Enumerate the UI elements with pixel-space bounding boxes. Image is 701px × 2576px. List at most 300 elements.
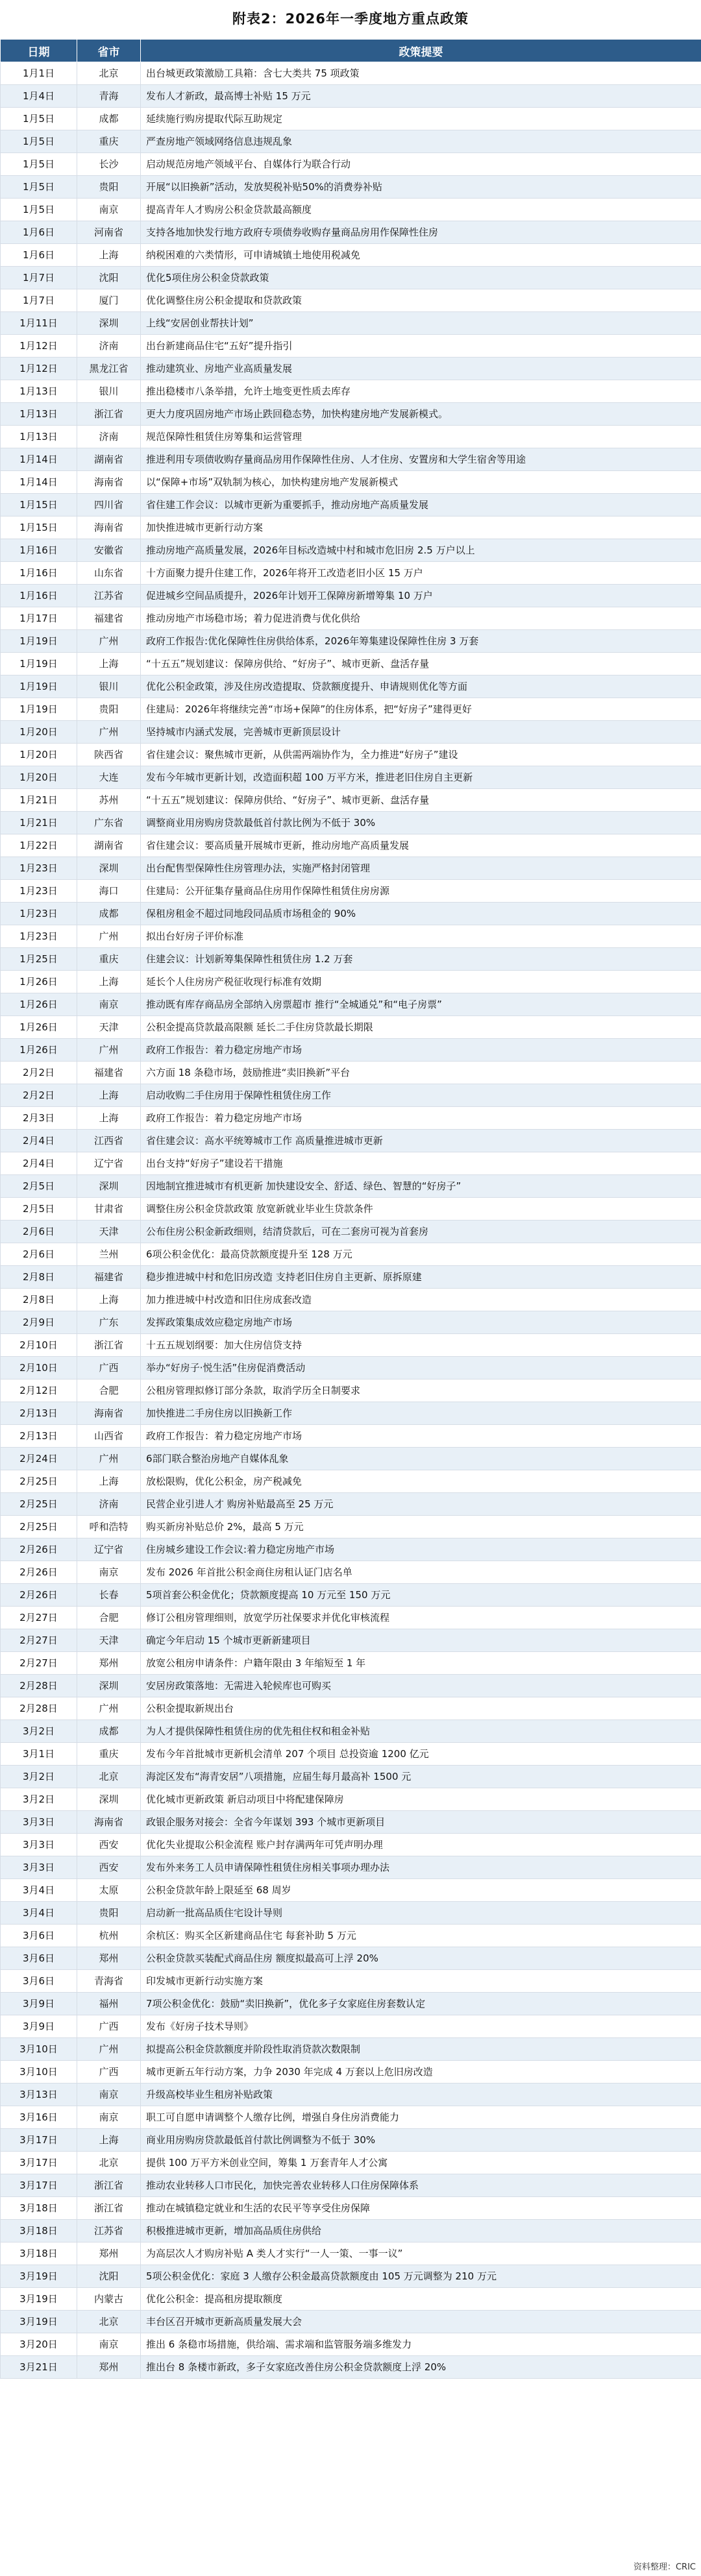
- table-row: [1, 2288, 701, 2311]
- table-row: [1, 2333, 701, 2356]
- row-summary: 上线“安居创业帮扶计划”: [141, 312, 701, 335]
- row-summary: 优化城市更新政策 新启动项目中将配建保障房: [141, 1788, 701, 1811]
- table-row: [1, 1720, 701, 1743]
- row-province: 郑州: [77, 2242, 141, 2265]
- row-province: 湖南省: [77, 448, 141, 471]
- row-date: 1月16日: [1, 585, 77, 607]
- row-province: 西安: [77, 1834, 141, 1856]
- row-summary: 印发城市更新行动实施方案: [141, 1970, 701, 1993]
- row-date: 1月7日: [1, 267, 77, 289]
- row-date: 3月3日: [1, 1834, 77, 1856]
- row-summary: 民营企业引进人才 购房补贴最高至 25 万元: [141, 1493, 701, 1516]
- row-summary: 出台配售型保障性住房管理办法，实施严格封闭管理: [141, 857, 701, 880]
- row-province: 广州: [77, 925, 141, 948]
- row-summary: 启动新一批高品质住宅设计导则: [141, 1902, 701, 1925]
- row-date: 1月16日: [1, 539, 77, 562]
- row-summary: 公积金贷款年龄上限延至 68 周岁: [141, 1879, 701, 1902]
- row-province: 苏州: [77, 789, 141, 812]
- table-row: [1, 1470, 701, 1493]
- row-summary: “十五五”规划建议：保障房供给、“好房子”、城市更新、盘活存量: [141, 653, 701, 675]
- row-date: 1月14日: [1, 448, 77, 471]
- row-summary: 调整住房公积金贷款政策 放宽新就业毕业生贷款条件: [141, 1198, 701, 1221]
- table-row: [1, 403, 701, 426]
- table-row: [1, 1516, 701, 1538]
- row-date: 2月8日: [1, 1289, 77, 1311]
- row-date: 3月3日: [1, 1856, 77, 1879]
- row-summary: 放宽公租房申请条件：户籍年限由 3 年缩短至 1 年: [141, 1652, 701, 1675]
- row-summary: 余杭区：购买全区新建商品住宅 每套补助 5 万元: [141, 1925, 701, 1947]
- table-row: [1, 221, 701, 244]
- row-date: 3月17日: [1, 2174, 77, 2197]
- table-row: [1, 1289, 701, 1311]
- row-province: 海南省: [77, 1402, 141, 1425]
- row-summary: 政府工作报告:优化保障性住房供给体系，2026年筹集建设保障性住房 3 万套: [141, 630, 701, 653]
- row-date: 1月15日: [1, 516, 77, 539]
- row-province: 青海: [77, 85, 141, 108]
- table-row: [1, 1016, 701, 1039]
- row-date: 1月12日: [1, 335, 77, 358]
- row-province: 广西: [77, 2015, 141, 2038]
- row-date: 3月19日: [1, 2265, 77, 2288]
- table-row: [1, 721, 701, 744]
- row-province: 陕西省: [77, 744, 141, 766]
- row-date: 3月16日: [1, 2106, 77, 2129]
- table-row: [1, 62, 701, 85]
- row-province: 海南省: [77, 471, 141, 494]
- table-row: [1, 2242, 701, 2265]
- row-summary: 优化失业提取公积金流程 账户封存满两年可凭声明办理: [141, 1834, 701, 1856]
- row-summary: 加快推进城市更新行动方案: [141, 516, 701, 539]
- row-summary: 政银企服务对接会：全省今年谋划 393 个城市更新项目: [141, 1811, 701, 1834]
- header-date: 日期: [1, 40, 77, 62]
- row-date: 1月26日: [1, 1039, 77, 1062]
- table-row: [1, 1152, 701, 1175]
- row-date: 1月21日: [1, 812, 77, 834]
- row-province: 广东省: [77, 812, 141, 834]
- table-row: [1, 335, 701, 358]
- table-row: [1, 925, 701, 948]
- row-province: 辽宁省: [77, 1152, 141, 1175]
- row-summary: 安居房政策落地：无需进入轮候库也可购买: [141, 1675, 701, 1697]
- row-date: 1月5日: [1, 199, 77, 221]
- row-province: 南京: [77, 993, 141, 1016]
- row-province: 沈阳: [77, 2265, 141, 2288]
- row-province: 济南: [77, 1493, 141, 1516]
- row-province: 北京: [77, 2152, 141, 2174]
- row-date: 1月17日: [1, 607, 77, 630]
- row-summary: 积极推进城市更新，增加高品质住房供给: [141, 2220, 701, 2242]
- row-summary: 推动在城镇稳定就业和生活的农民平等享受住房保障: [141, 2197, 701, 2220]
- row-summary: 5项首套公积金优化；贷款额度提高 10 万元至 150 万元: [141, 1584, 701, 1607]
- table-row: [1, 2061, 701, 2084]
- table-row: [1, 358, 701, 380]
- row-date: 2月27日: [1, 1652, 77, 1675]
- row-province: 上海: [77, 1107, 141, 1130]
- row-summary: 住建局：公开征集存量商品住房用作保障性租赁住房房源: [141, 880, 701, 903]
- row-date: 1月5日: [1, 176, 77, 199]
- row-summary: 购买新房补贴总价 2%，最高 5 万元: [141, 1516, 701, 1538]
- row-summary: 商业用房购房贷款最低首付款比例调整为不低于 30%: [141, 2129, 701, 2152]
- row-province: 上海: [77, 244, 141, 267]
- row-province: 杭州: [77, 1925, 141, 1947]
- row-date: 1月16日: [1, 562, 77, 585]
- row-province: 江苏省: [77, 585, 141, 607]
- row-date: 2月13日: [1, 1425, 77, 1448]
- row-province: 四川省: [77, 494, 141, 516]
- row-province: 浙江省: [77, 403, 141, 426]
- row-summary: 公积金提高贷款最高限额 延长二手住房贷款最长期限: [141, 1016, 701, 1039]
- row-summary: 为高层次人才购房补贴 A 类人才实行“一人一策、一事一议”: [141, 2242, 701, 2265]
- table-row: [1, 108, 701, 130]
- row-date: 1月22日: [1, 834, 77, 857]
- row-summary: 更大力度巩固房地产市场止跌回稳态势，加快构建房地产发展新模式。: [141, 403, 701, 426]
- row-province: 广州: [77, 1448, 141, 1470]
- row-province: 湖南省: [77, 834, 141, 857]
- row-date: 1月20日: [1, 721, 77, 744]
- table-row: [1, 562, 701, 585]
- row-summary: 严查房地产领域网络信息违规乱象: [141, 130, 701, 153]
- row-date: 1月5日: [1, 130, 77, 153]
- table-row: [1, 2197, 701, 2220]
- row-date: 1月23日: [1, 857, 77, 880]
- row-summary: 优化5项住房公积金贷款政策: [141, 267, 701, 289]
- row-date: 3月2日: [1, 1766, 77, 1788]
- row-date: 1月1日: [1, 62, 77, 85]
- row-province: 呼和浩特: [77, 1516, 141, 1538]
- row-date: 1月19日: [1, 698, 77, 721]
- table-row: [1, 1334, 701, 1357]
- row-date: 2月25日: [1, 1516, 77, 1538]
- row-summary: 政府工作报告：着力稳定房地产市场: [141, 1425, 701, 1448]
- row-summary: 放松限购，优化公积金，房产税减免: [141, 1470, 701, 1493]
- row-date: 1月5日: [1, 108, 77, 130]
- table-row: [1, 244, 701, 267]
- row-province: 福建省: [77, 1266, 141, 1289]
- table-row: [1, 153, 701, 176]
- table-row: [1, 1584, 701, 1607]
- row-province: 广州: [77, 1039, 141, 1062]
- table-row: [1, 1856, 701, 1879]
- table-row: [1, 199, 701, 221]
- row-province: 大连: [77, 766, 141, 789]
- table-row: [1, 2220, 701, 2242]
- row-province: 海南省: [77, 1811, 141, 1834]
- table-row: [1, 1629, 701, 1652]
- row-province: 江苏省: [77, 2220, 141, 2242]
- table-row: [1, 1834, 701, 1856]
- row-date: 1月26日: [1, 971, 77, 993]
- table-row: [1, 1607, 701, 1629]
- row-summary: 优化公积金：提高租房提取额度: [141, 2288, 701, 2311]
- row-date: 2月28日: [1, 1697, 77, 1720]
- row-date: 3月20日: [1, 2333, 77, 2356]
- row-date: 2月12日: [1, 1379, 77, 1402]
- row-summary: 启动规范房地产领域平台、自媒体行为联合行动: [141, 153, 701, 176]
- row-province: 广州: [77, 630, 141, 653]
- table-row: [1, 1697, 701, 1720]
- row-province: 江西省: [77, 1130, 141, 1152]
- row-summary: 6部门联合整治房地产自媒体乱象: [141, 1448, 701, 1470]
- table-row: [1, 1879, 701, 1902]
- table-row: [1, 1062, 701, 1084]
- table-row: [1, 948, 701, 971]
- table-body: [1, 62, 701, 2379]
- row-date: 2月27日: [1, 1607, 77, 1629]
- row-date: 3月13日: [1, 2084, 77, 2106]
- table-row: [1, 2084, 701, 2106]
- row-province: 合肥: [77, 1379, 141, 1402]
- row-province: 贵阳: [77, 1902, 141, 1925]
- row-province: 上海: [77, 1289, 141, 1311]
- table-row: [1, 880, 701, 903]
- table-row: [1, 312, 701, 335]
- row-summary: 出台支持“好房子”建设若干措施: [141, 1152, 701, 1175]
- row-province: 青海省: [77, 1970, 141, 1993]
- row-date: 3月19日: [1, 2288, 77, 2311]
- row-date: 2月5日: [1, 1175, 77, 1198]
- table-row: [1, 2311, 701, 2333]
- row-summary: 5项公积金优化：家庭 3 人缴存公积金最高贷款额度由 105 万元调整为 210 万元: [141, 2265, 701, 2288]
- row-province: 上海: [77, 2129, 141, 2152]
- table-row: [1, 834, 701, 857]
- row-province: 南京: [77, 2106, 141, 2129]
- row-date: 1月13日: [1, 403, 77, 426]
- row-summary: 提高青年人才购房公积金贷款最高额度: [141, 199, 701, 221]
- row-date: 1月15日: [1, 494, 77, 516]
- row-date: 2月3日: [1, 1107, 77, 1130]
- row-summary: 推出台 8 条楼市新政，多子女家庭改善住房公积金贷款额度上浮 20%: [141, 2356, 701, 2379]
- table-row: [1, 1425, 701, 1448]
- row-province: 福州: [77, 1993, 141, 2015]
- table-row: [1, 585, 701, 607]
- row-date: 3月18日: [1, 2242, 77, 2265]
- table-row: [1, 516, 701, 539]
- table-row: [1, 607, 701, 630]
- row-summary: 开展“以旧换新”活动，发放契税补贴50%的消费券补贴: [141, 176, 701, 199]
- row-date: 3月2日: [1, 1788, 77, 1811]
- row-summary: 推动建筑业、房地产业高质量发展: [141, 358, 701, 380]
- table-row: [1, 1039, 701, 1062]
- row-summary: 推动农业转移人口市民化，加快完善农业转移人口住房保障体系: [141, 2174, 701, 2197]
- row-province: 贵阳: [77, 176, 141, 199]
- row-province: 安徽省: [77, 539, 141, 562]
- table-row: [1, 1493, 701, 1516]
- row-date: 1月6日: [1, 244, 77, 267]
- table-row: [1, 1925, 701, 1947]
- row-province: 山东省: [77, 562, 141, 585]
- row-province: 北京: [77, 1766, 141, 1788]
- row-summary: 6项公积金优化：最高贷款额度提升至 128 万元: [141, 1243, 701, 1266]
- row-date: 3月17日: [1, 2129, 77, 2152]
- row-province: 甘肃省: [77, 1198, 141, 1221]
- row-province: 郑州: [77, 1652, 141, 1675]
- table-row: [1, 1766, 701, 1788]
- table-row: [1, 1652, 701, 1675]
- row-province: 浙江省: [77, 2197, 141, 2220]
- row-province: 深圳: [77, 312, 141, 335]
- row-date: 2月10日: [1, 1357, 77, 1379]
- row-date: 1月20日: [1, 766, 77, 789]
- table-row: [1, 1947, 701, 1970]
- row-province: 深圳: [77, 1175, 141, 1198]
- row-province: 北京: [77, 62, 141, 85]
- table-row: [1, 289, 701, 312]
- row-summary: 稳步推进城中村和危旧房改造 支持老旧住房自主更新、原拆原建: [141, 1266, 701, 1289]
- row-province: 重庆: [77, 1743, 141, 1766]
- row-summary: 推动既有库存商品房全部纳入房票超市 推行“全城通兑”和“电子房票”: [141, 993, 701, 1016]
- row-province: 南京: [77, 2084, 141, 2106]
- row-province: 成都: [77, 1720, 141, 1743]
- row-date: 3月21日: [1, 2356, 77, 2379]
- row-summary: 住建会议：计划新筹集保障性租赁住房 1.2 万套: [141, 948, 701, 971]
- row-date: 2月13日: [1, 1402, 77, 1425]
- row-summary: 发布 2026 年首批公积金商住房租认证门店名单: [141, 1561, 701, 1584]
- row-summary: 出台城更政策激励工具箱：含七大类共 75 项政策: [141, 62, 701, 85]
- table-row: [1, 993, 701, 1016]
- row-summary: 省住建会议：要高质量开展城市更新，推动房地产高质量发展: [141, 834, 701, 857]
- row-summary: 公布住房公积金新政细则，结清贷款后，可在二套房可视为首套房: [141, 1221, 701, 1243]
- row-province: 兰州: [77, 1243, 141, 1266]
- table-row: [1, 85, 701, 108]
- row-date: 2月26日: [1, 1584, 77, 1607]
- table-row: [1, 1130, 701, 1152]
- source-note: 资料整理：CRIC: [633, 2562, 696, 2572]
- table-row: [1, 2152, 701, 2174]
- row-summary: 以“保障+市场”双轨制为核心，加快构建房地产发展新模式: [141, 471, 701, 494]
- row-date: 2月2日: [1, 1084, 77, 1107]
- row-date: 2月10日: [1, 1334, 77, 1357]
- row-date: 1月26日: [1, 993, 77, 1016]
- row-province: 上海: [77, 653, 141, 675]
- row-province: 银川: [77, 380, 141, 403]
- row-date: 1月4日: [1, 85, 77, 108]
- header-province: 省市: [77, 40, 141, 62]
- table-row: [1, 448, 701, 471]
- row-province: 广西: [77, 1357, 141, 1379]
- row-summary: 公租房管理拟修订部分条款，取消学历全日制要求: [141, 1379, 701, 1402]
- row-province: 广东: [77, 1311, 141, 1334]
- row-summary: 推动房地产高质量发展，2026年目标改造城中村和城市危旧房 2.5 万户以上: [141, 539, 701, 562]
- table-row: [1, 1538, 701, 1561]
- table-row: [1, 1175, 701, 1198]
- row-date: 3月2日: [1, 1720, 77, 1743]
- row-date: 1月13日: [1, 380, 77, 403]
- row-date: 2月9日: [1, 1311, 77, 1334]
- row-province: 上海: [77, 971, 141, 993]
- row-date: 2月8日: [1, 1266, 77, 1289]
- row-province: 南京: [77, 1561, 141, 1584]
- row-date: 1月13日: [1, 426, 77, 448]
- row-province: 福建省: [77, 1062, 141, 1084]
- row-province: 广州: [77, 721, 141, 744]
- row-summary: 政府工作报告：着力稳定房地产市场: [141, 1107, 701, 1130]
- row-date: 1月26日: [1, 1016, 77, 1039]
- table-row: [1, 1448, 701, 1470]
- row-province: 浙江省: [77, 2174, 141, 2197]
- row-province: 西安: [77, 1856, 141, 1879]
- row-date: 3月1日: [1, 1743, 77, 1766]
- row-summary: 公积金提取新规出台: [141, 1697, 701, 1720]
- table-row: [1, 630, 701, 653]
- row-province: 成都: [77, 108, 141, 130]
- row-date: 1月12日: [1, 358, 77, 380]
- row-date: 2月24日: [1, 1448, 77, 1470]
- row-summary: 职工可自愿申请调整个人缴存比例，增强自身住房消费能力: [141, 2106, 701, 2129]
- row-date: 3月18日: [1, 2197, 77, 2220]
- row-province: 浙江省: [77, 1334, 141, 1357]
- row-summary: 纳税困难的六类情形，可申请城镇土地使用税减免: [141, 244, 701, 267]
- row-summary: 海淀区发布“海青安居”八项措施，应届生每月最高补 1500 元: [141, 1766, 701, 1788]
- policy-table: [0, 39, 701, 2379]
- row-province: 深圳: [77, 857, 141, 880]
- row-summary: 省住建会议：高水平统筹城市工作 高质量推进城市更新: [141, 1130, 701, 1152]
- row-summary: 丰台区召开城市更新高质量发展大会: [141, 2311, 701, 2333]
- table-row: [1, 1561, 701, 1584]
- row-summary: 因地制宜推进城市有机更新 加快建设安全、舒适、绿色、智慧的“好房子”: [141, 1175, 701, 1198]
- table-header: [1, 40, 701, 62]
- row-province: 南京: [77, 2333, 141, 2356]
- row-province: 上海: [77, 1084, 141, 1107]
- row-date: 2月2日: [1, 1062, 77, 1084]
- table-row: [1, 653, 701, 675]
- row-province: 合肥: [77, 1607, 141, 1629]
- row-date: 2月4日: [1, 1130, 77, 1152]
- row-date: 3月4日: [1, 1879, 77, 1902]
- table-row: [1, 1743, 701, 1766]
- row-province: 北京: [77, 2311, 141, 2333]
- row-summary: 加快推进二手房住房以旧换新工作: [141, 1402, 701, 1425]
- row-summary: “十五五”规划建议：保障房供给、“好房子”、城市更新、盘活存量: [141, 789, 701, 812]
- row-province: 重庆: [77, 130, 141, 153]
- table-row: [1, 698, 701, 721]
- row-date: 3月6日: [1, 1970, 77, 1993]
- table-row: [1, 494, 701, 516]
- row-date: 2月26日: [1, 1538, 77, 1561]
- table-row: [1, 1902, 701, 1925]
- header-summary: 政策提要: [141, 40, 701, 62]
- row-province: 广州: [77, 1697, 141, 1720]
- row-province: 山西省: [77, 1425, 141, 1448]
- row-summary: 十五五规划纲要：加大住房信贷支持: [141, 1334, 701, 1357]
- row-province: 济南: [77, 335, 141, 358]
- row-province: 深圳: [77, 1675, 141, 1697]
- row-province: 南京: [77, 199, 141, 221]
- row-summary: 升级高校毕业生租房补贴政策: [141, 2084, 701, 2106]
- row-province: 福建省: [77, 607, 141, 630]
- row-province: 重庆: [77, 948, 141, 971]
- table-row: [1, 1402, 701, 1425]
- table-row: [1, 1198, 701, 1221]
- row-summary: 发布人才新政，最高博士补贴 15 万元: [141, 85, 701, 108]
- table-row: [1, 267, 701, 289]
- table-row: [1, 903, 701, 925]
- row-province: 天津: [77, 1221, 141, 1243]
- row-summary: 住房城乡建设工作会议:着力稳定房地产市场: [141, 1538, 701, 1561]
- row-province: 海口: [77, 880, 141, 903]
- table-row: [1, 130, 701, 153]
- table-title: 附表2：2026年一季度地方重点政策: [232, 11, 469, 27]
- table-row: [1, 426, 701, 448]
- row-summary: 提供 100 万平方米创业空间，筹集 1 万套青年人才公寓: [141, 2152, 701, 2174]
- table-row: [1, 812, 701, 834]
- row-province: 广西: [77, 2061, 141, 2084]
- row-date: 1月7日: [1, 289, 77, 312]
- row-summary: 优化公积金政策，涉及住房改造提取、贷款额度提升、申请规则优化等方面: [141, 675, 701, 698]
- row-province: 贵阳: [77, 698, 141, 721]
- row-summary: 出台新建商品住宅“五好”提升指引: [141, 335, 701, 358]
- row-province: 长沙: [77, 153, 141, 176]
- row-province: 沈阳: [77, 267, 141, 289]
